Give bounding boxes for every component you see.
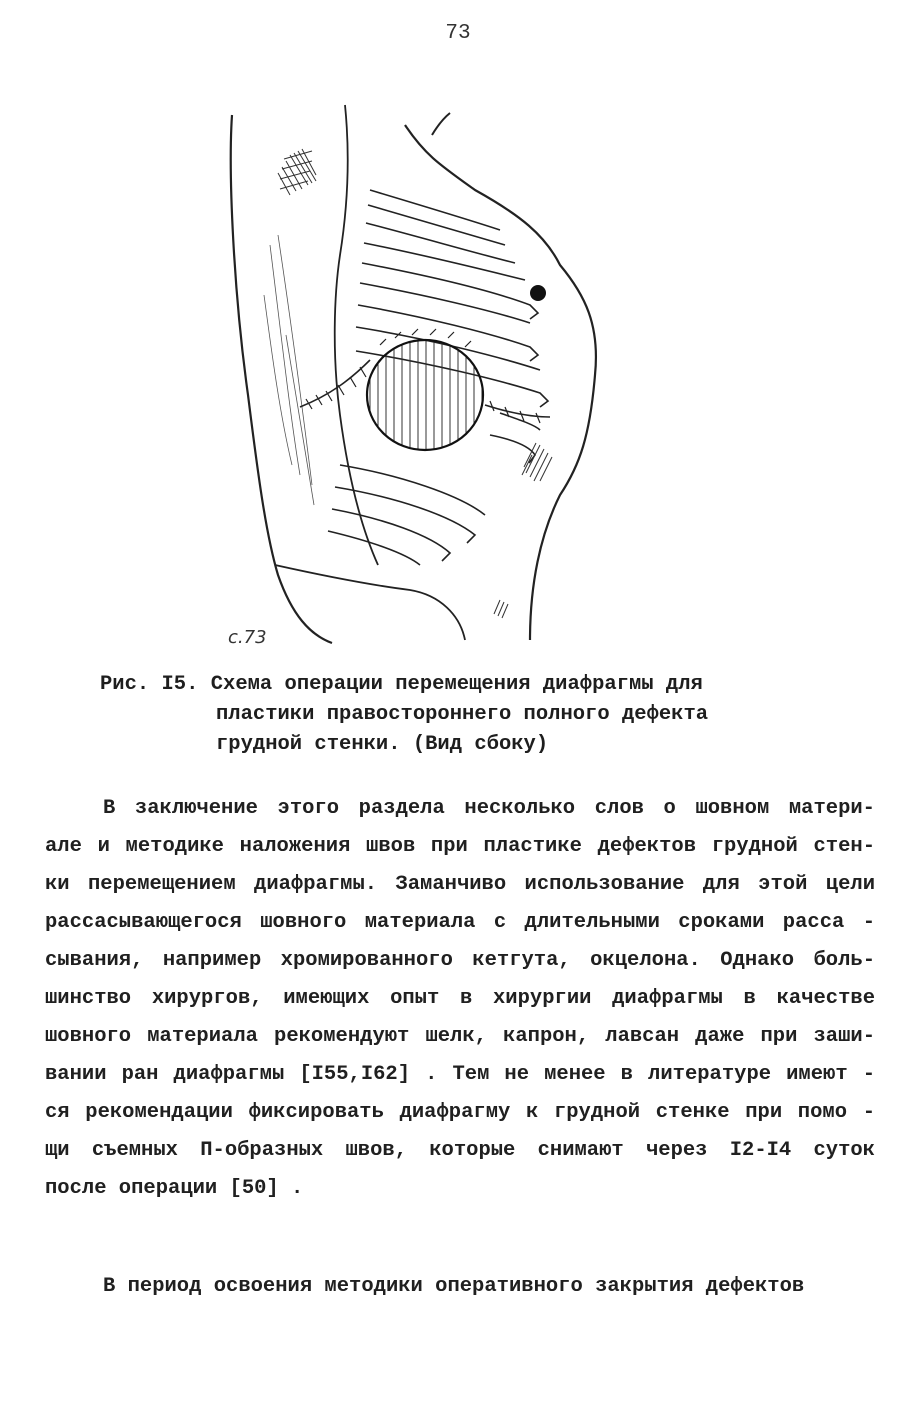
text-line: вании ран диафрагмы [I55,I62] . Тем не менее в литературе имеют -: [45, 1063, 875, 1086]
torso-left-outline: [231, 115, 332, 643]
figure-caption: [100, 670, 820, 760]
caption-line: Рис. I5. Схема операции перемещения диафрагмы для: [100, 673, 703, 696]
text-line: В заключение этого раздела несколько слов о шовном матери-: [103, 797, 875, 820]
paragraph-2: [45, 1268, 875, 1306]
suture-stitches: [306, 329, 540, 423]
page-number: 73: [445, 22, 471, 45]
text-line: после операции [50] .: [45, 1177, 304, 1200]
text-line: сывания, например хромированного кетгута, окцелона. Однако боль-: [45, 949, 875, 972]
text-line: В период освоения методики оперативного закрытия дефектов: [103, 1275, 805, 1298]
chest-wall-diagram: [200, 95, 620, 655]
lower-fold: [275, 565, 465, 640]
nipple-mark: [530, 285, 546, 301]
muscle-fibers: [264, 235, 314, 505]
flank-hatching: [494, 443, 552, 618]
ribs: [328, 190, 548, 565]
text-line: шовного материала рекомендуют шелк, капрон, лавсан даже при заши-: [45, 1025, 875, 1048]
text-line: рассасывающегося шовного материала с длительными сроками расса -: [45, 911, 875, 934]
text-line: ся рекомендации фиксировать диафрагму к грудной стенке при помо -: [45, 1101, 875, 1124]
handwritten-label: с.73: [228, 627, 267, 648]
surgery-figure: [200, 95, 620, 655]
text-line: ки перемещением диафрагмы. Заманчиво использование для этой цели: [45, 873, 875, 896]
caption-line: грудной стенки. (Вид сбоку): [216, 733, 549, 756]
text-line: щи съемных П-образных швов, которые снимают через I2-I4 суток: [45, 1139, 875, 1162]
axilla-hatching: [278, 149, 316, 195]
text-line: шинство хирургов, имеющих опыт в хирургии диафрагмы в качестве: [45, 987, 875, 1010]
neck-mark: [432, 113, 450, 135]
text-line: але и методике наложения швов при пластике дефектов грудной стен-: [45, 835, 875, 858]
body-text: [45, 790, 875, 1298]
arm-outline: [335, 105, 378, 565]
caption-line: пластики правостороннего полного дефекта: [216, 703, 709, 726]
